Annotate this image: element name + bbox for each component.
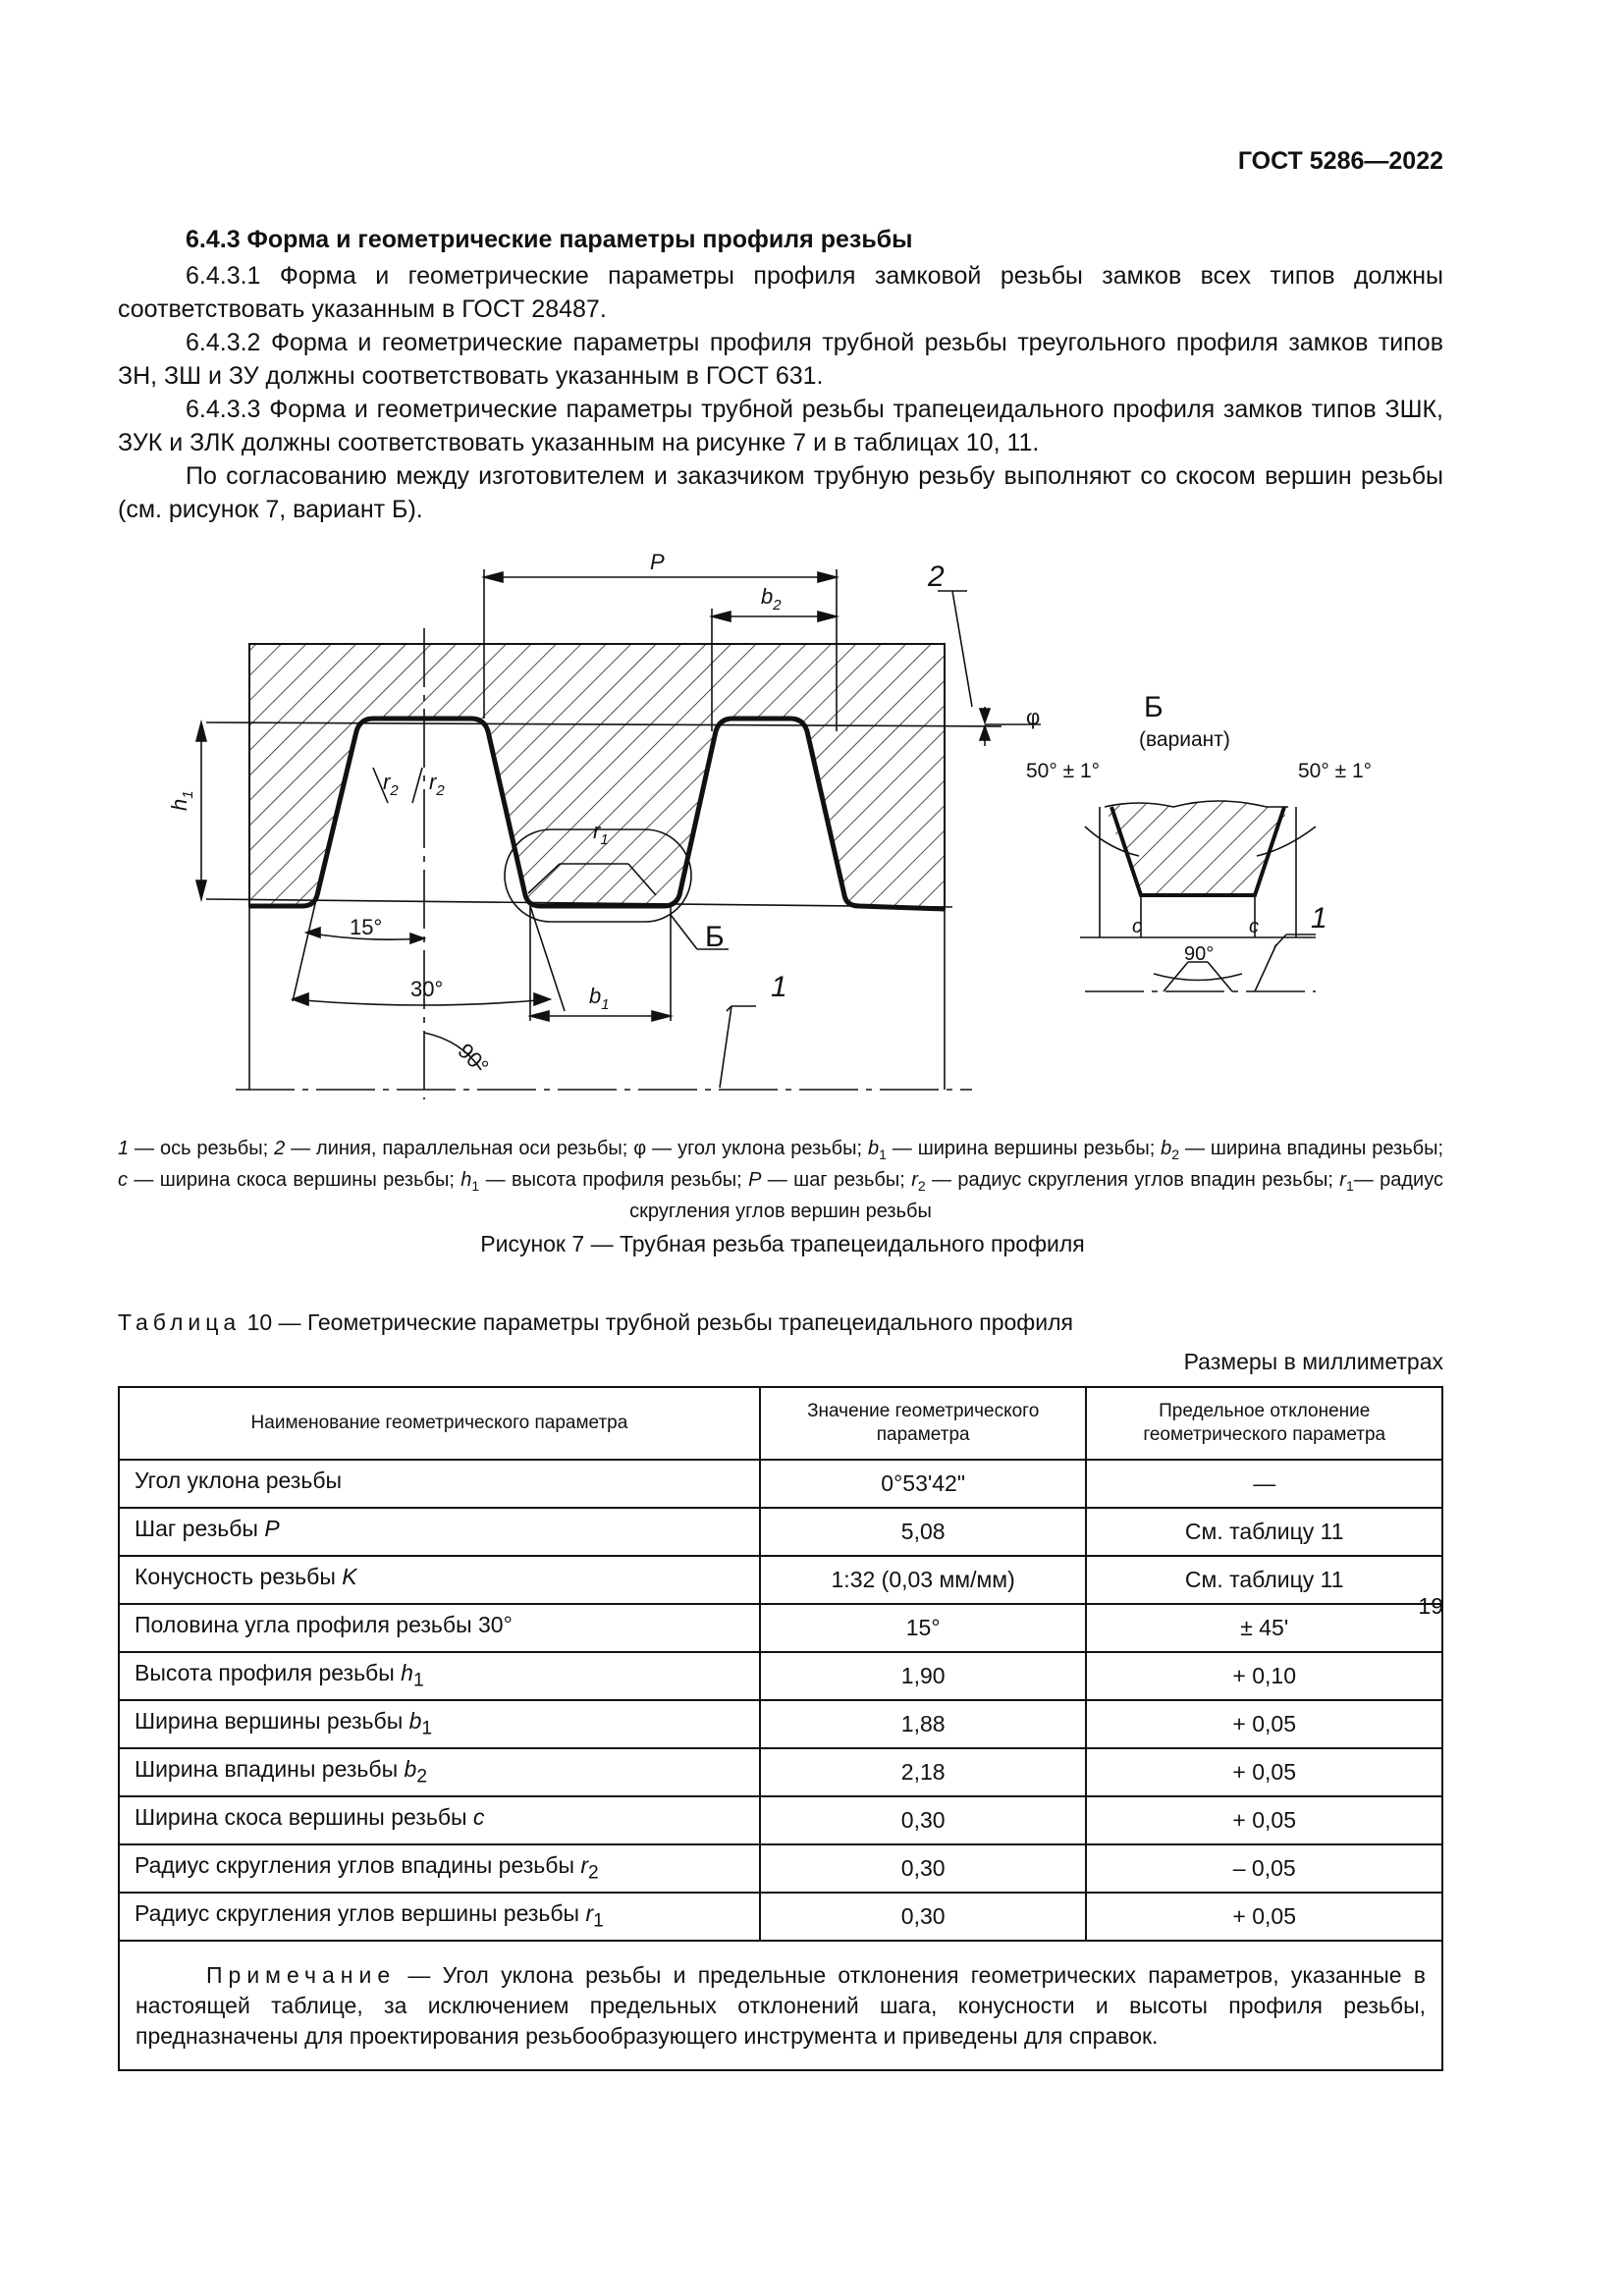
header-value: Значение геометрического параметра — [760, 1387, 1087, 1460]
label-h1: $h_1$ — [167, 790, 196, 811]
param-name: Половина угла профиля резьбы 30° — [119, 1604, 760, 1652]
variant-title: Б — [1144, 691, 1164, 723]
label-c-left: c — [1132, 916, 1142, 937]
label-angle-90: 90° — [453, 1038, 494, 1080]
table-row — [119, 1893, 1442, 1941]
param-name: Радиус скругления углов впадины резьбы $r_2$ — [119, 1844, 760, 1893]
param-value: 15° — [760, 1604, 1087, 1652]
table-note: Примечание — Угол уклона резьбы и предельные отклонения геометрических параметров, указанные в настоящей таблице, за исключением предельных отклонений шага, конусности и высоты профиля резьбы, предназначены для проектирования резьбообразующего инструмента и приведены для справок. — [119, 1941, 1442, 2070]
param-deviation: ± 45' — [1086, 1604, 1442, 1652]
param-deviation: См. таблицу 11 — [1086, 1556, 1442, 1604]
label-angle-50-left: 50° ± 1° — [1026, 760, 1101, 782]
param-deviation: + 0,05 — [1086, 1893, 1442, 1941]
param-deviation: + 0,10 — [1086, 1652, 1442, 1700]
callout-1-variant: 1 — [1311, 902, 1327, 934]
table-row — [119, 1460, 1442, 1508]
param-value: 5,08 — [760, 1508, 1087, 1556]
label-angle-30: 30° — [410, 977, 444, 1001]
parameters-table — [118, 1386, 1443, 2071]
label-angle-15: 15° — [350, 915, 383, 939]
table-row — [119, 1604, 1442, 1652]
param-deviation: + 0,05 — [1086, 1700, 1442, 1748]
label-c-right: c — [1249, 916, 1259, 937]
param-value: 0°53'42" — [760, 1460, 1087, 1508]
callout-2: 2 — [928, 561, 945, 593]
label-r2-right: $r_2$ — [429, 770, 445, 799]
standard-header: ГОСТ 5286—2022 — [1237, 147, 1443, 175]
param-name: Ширина скоса вершины резьбы c — [119, 1796, 760, 1844]
label-detail-b: Б — [705, 921, 725, 953]
paragraph: 6.4.3.1 Форма и геометрические параметры профиля замковой резьбы замков всех типов должны соответствовать указанным в ГОСТ 28487. — [118, 262, 1443, 323]
thread-profile-figure — [0, 550, 1565, 1099]
section-body — [118, 259, 1443, 526]
param-value: 1,90 — [760, 1652, 1087, 1700]
param-name: Радиус скругления углов вершины резьбы $r_1$ — [119, 1893, 760, 1941]
label-r1: $r_1$ — [593, 819, 609, 848]
label-angle-90b: 90° — [1184, 943, 1215, 965]
param-name: Конусность резьбы K — [119, 1556, 760, 1604]
thread-body — [249, 644, 945, 909]
param-deviation: — — [1086, 1460, 1442, 1508]
param-value: 1:32 (0,03 мм/мм) — [760, 1556, 1087, 1604]
table-row — [119, 1556, 1442, 1604]
label-angle-50-right: 50° ± 1° — [1298, 760, 1373, 782]
table-row — [119, 1796, 1442, 1844]
paragraph: 6.4.3.2 Форма и геометрические параметры профиля трубной резьбы треугольного профиля замков типов ЗН, ЗШ и ЗУ должны соответствовать указанным в ГОСТ 631. — [118, 329, 1443, 390]
label-b1: $b_1$ — [589, 984, 610, 1013]
page-number: 19 — [1418, 1593, 1443, 1619]
param-name: Шаг резьбы P — [119, 1508, 760, 1556]
param-name: Высота профиля резьбы $h_1$ — [119, 1652, 760, 1700]
param-name: Ширина впадины резьбы $b_2$ — [119, 1748, 760, 1796]
label-p: P — [650, 550, 665, 574]
table-row — [119, 1748, 1442, 1796]
figure-caption: Рисунок 7 — Трубная резьба трапецеидального профиля — [480, 1231, 1085, 1256]
table-header-row — [119, 1387, 1442, 1460]
header-name: Наименование геометрического параметра — [119, 1387, 760, 1460]
param-value: 1,88 — [760, 1700, 1087, 1748]
param-value: 0,30 — [760, 1844, 1087, 1893]
table-row — [119, 1508, 1442, 1556]
table-row — [119, 1652, 1442, 1700]
label-r2-left: $r_2$ — [383, 770, 399, 799]
paragraph: По согласованию между изготовителем и заказчиком трубную резьбу выполняют со скосом вершин резьбы (см. рисунок 7, вариант Б). — [118, 462, 1443, 523]
variant-subtitle: (вариант) — [1139, 728, 1230, 751]
param-name: Ширина вершины резьбы $b_1$ — [119, 1700, 760, 1748]
param-deviation: + 0,05 — [1086, 1748, 1442, 1796]
param-deviation: + 0,05 — [1086, 1796, 1442, 1844]
label-phi: φ — [1026, 705, 1041, 729]
table-note-row — [119, 1941, 1442, 2070]
paragraph: 6.4.3.3 Форма и геометрические параметры трубной резьбы трапецеидального профиля замков типов ЗШК, ЗУК и ЗЛК должны соответствовать указанным на рисунке 7 и в таблицах 10, 11. — [118, 396, 1443, 456]
param-value: 0,30 — [760, 1893, 1087, 1941]
param-deviation: – 0,05 — [1086, 1844, 1442, 1893]
param-name: Угол уклона резьбы — [119, 1460, 760, 1508]
param-value: 2,18 — [760, 1748, 1087, 1796]
label-b2: $b_2$ — [761, 584, 782, 614]
figure-legend: 1 — ось резьбы; 2 — линия, параллельная оси резьбы; φ — угол уклона резьбы; $b_1$ — ширина вершины резьбы; $b_2$ — ширина впадины резьбы; c — ширина скоса вершины резьбы; $h_1$ — высота профиля резьбы; P — шаг резьбы; $r_2$ — радиус скругления углов впадин резьбы; $r_1—$ радиус скругления углов вершин резьбы — [118, 1138, 1444, 1222]
section-title: 6.4.3 Форма и геометрические параметры профиля резьбы — [186, 226, 913, 253]
table-row — [119, 1700, 1442, 1748]
callout-1: 1 — [771, 971, 787, 1003]
param-deviation: См. таблицу 11 — [1086, 1508, 1442, 1556]
table-caption: Таблица 10 — Геометрические параметры трубной резьбы трапецеидального профиля — [118, 1309, 1073, 1335]
table-units: Размеры в миллиметрах — [1183, 1349, 1443, 1374]
param-value: 0,30 — [760, 1796, 1087, 1844]
table-row — [119, 1844, 1442, 1893]
header-deviation: Предельное отклонение геометрического параметра — [1086, 1387, 1442, 1460]
